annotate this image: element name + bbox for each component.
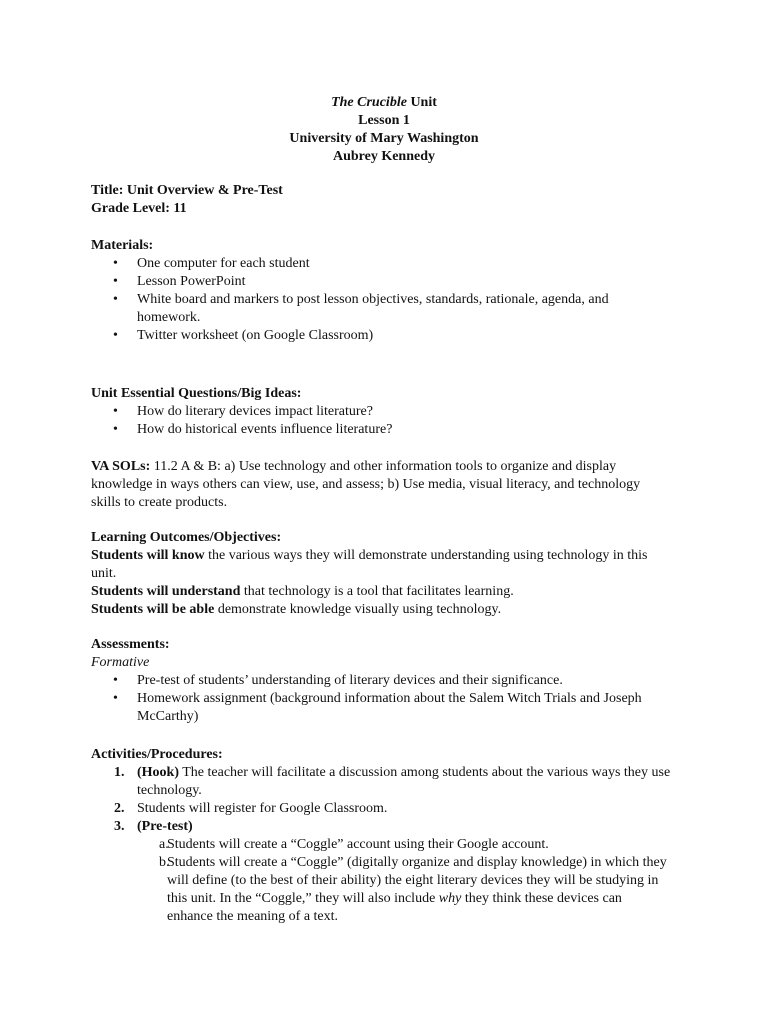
outcomes-heading: Learning Outcomes/Objectives: (91, 530, 282, 545)
outcome-know (91, 547, 671, 583)
activities-list (91, 764, 671, 926)
item-text: Students will register for Google Classroom. (137, 801, 388, 816)
questions-list (91, 403, 671, 439)
list-item: • Twitter worksheet (on Google Classroom) (91, 327, 671, 345)
list-item: • How do historical events influence literature? (91, 421, 671, 439)
outcomes-section (91, 529, 671, 619)
item-text-part-2: they think these devices can enhance the meaning of a text. (167, 891, 622, 924)
list-item: • White board and markers to post lesson objectives, standards, rationale, agenda, and homework. (91, 291, 671, 327)
list-item (137, 854, 671, 926)
outcome-know-text: the various ways they will demonstrate understanding using technology in this unit. (91, 548, 648, 581)
list-item: • Lesson PowerPoint (91, 273, 671, 291)
materials-list (91, 255, 671, 345)
document-header (0, 94, 768, 166)
standards-paragraph (91, 458, 671, 512)
item-number: 2. (114, 801, 125, 816)
assessments-subheading: Formative (91, 655, 150, 670)
list-item: • One computer for each student (91, 255, 671, 273)
outcome-able-text: demonstrate knowledge visually using technology. (214, 602, 502, 617)
pretest-sublist (137, 836, 671, 926)
assessments-list (91, 672, 671, 726)
assessments-heading: Assessments: (91, 637, 170, 652)
outcome-able-label: Students will be able (91, 602, 215, 617)
unit-title-rest: Unit (406, 95, 437, 110)
grade-level: Grade Level: 11 (91, 201, 187, 216)
item-number: 3. (114, 819, 125, 834)
standards-text: 11.2 A & B: a) Use technology and other information tools to organize and display knowledge in ways others can view, use, and assess; b) Use media, visual literacy, and technology skills to create products. (91, 459, 641, 510)
item-text-italic: why (438, 891, 462, 906)
author-name: Aubrey Kennedy (332, 149, 436, 164)
lesson-info (91, 182, 671, 218)
item-text-part-1: Students will create a “Coggle” (digitally organize and display knowledge) in which they will define (to the best of their ability) the eight literary devices they will be studying in this unit. In the “Coggle,” they will also include (167, 855, 667, 906)
standards-section (91, 458, 671, 512)
lesson-title: Title: Unit Overview & Pre-Test (91, 183, 283, 198)
item-text: Students will create a “Coggle” account using their Google account. (167, 837, 549, 852)
questions-section (91, 385, 671, 439)
materials-heading: Materials: (91, 238, 154, 253)
activities-heading: Activities/Procedures: (91, 747, 223, 762)
hook-label: (Hook) (137, 765, 179, 780)
outcome-understand (91, 583, 671, 601)
list-item (91, 818, 671, 926)
list-item: • Pre-test of students’ understanding of literary devices and their significance. (91, 672, 671, 690)
questions-heading: Unit Essential Questions/Big Ideas: (91, 386, 302, 401)
materials-section (91, 237, 671, 345)
item-letter: b. (159, 855, 170, 870)
unit-title-italic: The Crucible (331, 95, 407, 110)
item-number: 1. (114, 765, 125, 780)
hook-text: The teacher will facilitate a discussion among students about the various ways they use technology. (137, 765, 671, 798)
outcome-know-label: Students will know (91, 548, 205, 563)
outcome-understand-text: that technology is a tool that facilitates learning. (240, 584, 514, 599)
item-letter: a. (159, 837, 169, 852)
university-name: University of Mary Washington (289, 131, 479, 146)
list-item: • Homework assignment (background information about the Salem Witch Trials and Joseph McCarthy) (91, 690, 671, 726)
lesson-number: Lesson 1 (358, 113, 410, 128)
list-item (91, 764, 671, 800)
outcome-able (91, 601, 671, 619)
list-item (91, 800, 671, 818)
list-item: • How do literary devices impact literature? (91, 403, 671, 421)
outcome-understand-label: Students will understand (91, 584, 241, 599)
unit-title (0, 94, 768, 112)
activities-section (91, 746, 671, 926)
standards-label: VA SOLs: (91, 459, 151, 474)
list-item (137, 836, 671, 854)
assessments-section (91, 636, 671, 726)
pretest-label: (Pre-test) (137, 819, 193, 834)
